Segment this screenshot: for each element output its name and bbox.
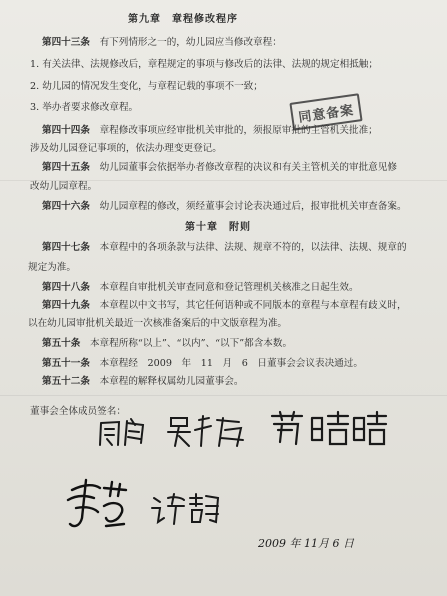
article-50-text: 本章程所称“以上”、“以内”、“以下”都含本数。 — [89, 338, 293, 349]
chapter10-heading: 第十章 附则 — [185, 222, 251, 233]
article-49-heading: 第四十九条 — [42, 300, 90, 311]
article-48-text: 本章程自审批机关审查同意和登记管理机关核准之日起生效。 — [99, 282, 359, 293]
article-44 — [42, 125, 378, 137]
article-44-line-1: 章程修改事项应经审批机关审批的，须报原审批的主管机关批准； — [99, 125, 378, 136]
article-47-heading: 第四十七条 — [42, 242, 90, 253]
article-43-item-3: 3. 举办者要求修改章程。 — [30, 102, 139, 113]
article-45-line-1: 幼儿园董事会依据举办者修改章程的决议和有关主管机关的审批意见修 — [99, 162, 397, 173]
article-51-heading: 第五十一条 — [42, 358, 90, 369]
article-49 — [42, 300, 407, 312]
article-44-heading: 第四十四条 — [42, 125, 90, 136]
article-45 — [42, 162, 397, 174]
approval-stamp: 同意备案 — [289, 93, 362, 130]
fold-line — [0, 395, 447, 396]
handwritten-signature-3 — [268, 408, 388, 448]
article-49-line-1: 本章程以中文书写，其它任何语种或不同版本的章程与本章程有歧义时， — [99, 300, 407, 311]
article-43-text: 有下列情形之一的，幼儿园应当修改章程： — [99, 37, 282, 48]
handwritten-signature-5 — [150, 492, 220, 526]
article-47 — [42, 242, 407, 254]
article-44-line-2: 涉及幼儿园登记事项的，依法办理变更登记。 — [30, 143, 222, 154]
article-45-heading: 第四十五条 — [42, 162, 90, 173]
handwritten-signature-4 — [64, 478, 130, 534]
article-48 — [42, 282, 359, 294]
article-47-line-1: 本章程中的各项条款与法律、法规、规章不符的，以法律、法规、规章的 — [99, 242, 407, 253]
article-43-item-2: 2. 幼儿园的情况发生变化，与章程记载的事项不一致； — [30, 81, 263, 92]
article-52-heading: 第五十二条 — [42, 376, 90, 387]
signature-date: 2009 年 11月 6 日 — [258, 537, 354, 550]
article-47-line-2: 规定为准。 — [28, 262, 76, 273]
article-50 — [42, 338, 292, 350]
article-43 — [42, 37, 282, 49]
article-48-heading: 第四十八条 — [42, 282, 90, 293]
chapter9-heading: 第九章 章程修改程序 — [128, 14, 238, 25]
article-45-line-2: 改幼儿园章程。 — [30, 181, 98, 192]
article-50-heading: 第五十条 — [42, 338, 81, 349]
article-46 — [42, 201, 407, 213]
handwritten-signature-1 — [95, 415, 155, 451]
article-51 — [42, 358, 363, 370]
handwritten-signature-2 — [165, 412, 250, 450]
article-46-heading: 第四十六条 — [42, 201, 90, 212]
article-46-text: 幼儿园章程的修改，须经董事会讨论表决通过后，报审批机关审查备案。 — [99, 201, 407, 212]
signature-label: 董事会全体成员签名： — [30, 406, 126, 417]
article-52 — [42, 376, 243, 388]
article-43-heading: 第四十三条 — [42, 37, 90, 48]
article-49-line-2: 以在幼儿园审批机关最近一次核准备案后的中文版章程为准。 — [28, 318, 288, 329]
article-52-text: 本章程的解释权属幼儿园董事会。 — [99, 376, 244, 387]
article-51-text: 本章程经 2009 年 11 月 6 日董事会会议表决通过。 — [99, 358, 363, 369]
article-43-item-1: 1. 有关法律、法规修改后，章程规定的事项与修改后的法律、法规的规定相抵触； — [30, 59, 378, 70]
